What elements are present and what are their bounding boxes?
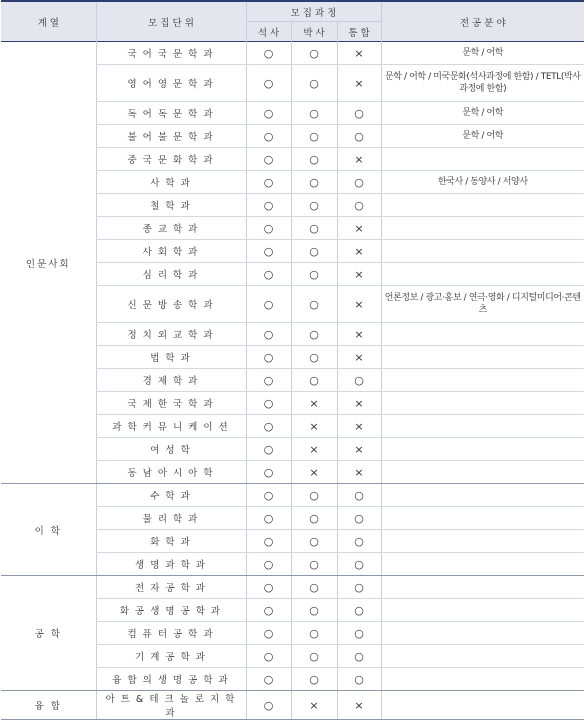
unit-cell: 과학커뮤니케이션 xyxy=(96,415,246,438)
integrated-mark: ○ xyxy=(337,553,381,576)
field-cell xyxy=(381,668,584,691)
field-cell xyxy=(381,392,584,415)
master-mark: ○ xyxy=(246,263,291,286)
master-mark: ○ xyxy=(246,645,291,668)
header-integrated: 통 합 xyxy=(337,22,381,42)
master-mark: ○ xyxy=(246,415,291,438)
integrated-mark: × xyxy=(337,461,381,484)
unit-cell: 화학과 xyxy=(96,530,246,553)
unit-cell: 전자공학과 xyxy=(96,576,246,599)
doctor-mark: ○ xyxy=(291,622,337,645)
unit-cell: 사회학과 xyxy=(96,240,246,263)
header-unit: 모 집 단 위 xyxy=(96,1,246,42)
master-mark: ○ xyxy=(246,240,291,263)
unit-cell: 생명과학과 xyxy=(96,553,246,576)
unit-cell: 영어영문학과 xyxy=(96,65,246,102)
integrated-mark: × xyxy=(337,286,381,323)
master-mark: ○ xyxy=(246,217,291,240)
field-cell xyxy=(381,323,584,346)
integrated-mark: ○ xyxy=(337,507,381,530)
category-cell: 융 합 xyxy=(1,691,96,720)
doctor-mark: ○ xyxy=(291,323,337,346)
doctor-mark: ○ xyxy=(291,507,337,530)
master-mark: ○ xyxy=(246,553,291,576)
doctor-mark: ○ xyxy=(291,102,337,125)
master-mark: ○ xyxy=(246,599,291,622)
field-cell xyxy=(381,484,584,507)
doctor-mark: ○ xyxy=(291,599,337,622)
field-cell xyxy=(381,194,584,217)
unit-cell: 기계공학과 xyxy=(96,645,246,668)
unit-cell: 독어독문학과 xyxy=(96,102,246,125)
field-cell: 한국사 / 동양사 / 서양사 xyxy=(381,171,584,194)
master-mark: ○ xyxy=(246,65,291,102)
integrated-mark: ○ xyxy=(337,576,381,599)
doctor-mark: ○ xyxy=(291,369,337,392)
master-mark: ○ xyxy=(246,392,291,415)
master-mark: ○ xyxy=(246,171,291,194)
master-mark: ○ xyxy=(246,668,291,691)
unit-cell: 종교학과 xyxy=(96,217,246,240)
field-cell xyxy=(381,461,584,484)
unit-cell: 컴퓨터공학과 xyxy=(96,622,246,645)
field-cell xyxy=(381,438,584,461)
doctor-mark: × xyxy=(291,438,337,461)
field-cell xyxy=(381,645,584,668)
doctor-mark: × xyxy=(291,461,337,484)
integrated-mark: ○ xyxy=(337,369,381,392)
category-cell: 이 학 xyxy=(1,484,96,576)
doctor-mark: × xyxy=(291,392,337,415)
integrated-mark: × xyxy=(337,346,381,369)
master-mark: ○ xyxy=(246,461,291,484)
doctor-mark: × xyxy=(291,415,337,438)
master-mark: ○ xyxy=(246,125,291,148)
doctor-mark: ○ xyxy=(291,668,337,691)
master-mark: ○ xyxy=(246,346,291,369)
integrated-mark: ○ xyxy=(337,622,381,645)
unit-cell: 화공생명공학과 xyxy=(96,599,246,622)
field-cell xyxy=(381,599,584,622)
master-mark: ○ xyxy=(246,102,291,125)
unit-cell: 융합의생명공학과 xyxy=(96,668,246,691)
integrated-mark: ○ xyxy=(337,171,381,194)
master-mark: ○ xyxy=(246,507,291,530)
doctor-mark: ○ xyxy=(291,217,337,240)
master-mark: ○ xyxy=(246,691,291,720)
category-cell: 공 학 xyxy=(1,576,96,691)
doctor-mark: ○ xyxy=(291,645,337,668)
unit-cell: 경제학과 xyxy=(96,369,246,392)
unit-cell: 여성학 xyxy=(96,438,246,461)
unit-cell: 사학과 xyxy=(96,171,246,194)
doctor-mark: ○ xyxy=(291,576,337,599)
unit-cell: 물리학과 xyxy=(96,507,246,530)
admission-table xyxy=(1,0,584,720)
integrated-mark: × xyxy=(337,691,381,720)
integrated-mark: × xyxy=(337,323,381,346)
field-cell xyxy=(381,622,584,645)
field-cell xyxy=(381,691,584,720)
unit-cell: 철학과 xyxy=(96,194,246,217)
unit-cell: 신문방송학과 xyxy=(96,286,246,323)
doctor-mark: ○ xyxy=(291,42,337,65)
integrated-mark: × xyxy=(337,42,381,65)
integrated-mark: ○ xyxy=(337,102,381,125)
unit-cell: 국어국문학과 xyxy=(96,42,246,65)
table-row xyxy=(1,42,584,65)
field-cell xyxy=(381,217,584,240)
field-cell: 언론정보 / 광고·홍보 / 연극·영화 / 디지털미디어·콘텐츠 xyxy=(381,286,584,323)
field-cell xyxy=(381,369,584,392)
field-cell xyxy=(381,576,584,599)
master-mark: ○ xyxy=(246,484,291,507)
integrated-mark: × xyxy=(337,148,381,171)
doctor-mark: ○ xyxy=(291,65,337,102)
master-mark: ○ xyxy=(246,42,291,65)
doctor-mark: × xyxy=(291,691,337,720)
table-row xyxy=(1,576,584,599)
integrated-mark: × xyxy=(337,392,381,415)
integrated-mark: × xyxy=(337,263,381,286)
header-category: 계 열 xyxy=(1,1,96,42)
unit-cell: 심리학과 xyxy=(96,263,246,286)
integrated-mark: ○ xyxy=(337,125,381,148)
field-cell xyxy=(381,415,584,438)
unit-cell: 중국문화학과 xyxy=(96,148,246,171)
doctor-mark: ○ xyxy=(291,286,337,323)
doctor-mark: ○ xyxy=(291,240,337,263)
unit-cell: 정치외교학과 xyxy=(96,323,246,346)
integrated-mark: × xyxy=(337,415,381,438)
unit-cell: 국제한국학과 xyxy=(96,392,246,415)
master-mark: ○ xyxy=(246,576,291,599)
category-cell: 인문사회 xyxy=(1,42,96,484)
header-course: 모 집 과 정 xyxy=(246,1,381,22)
doctor-mark: ○ xyxy=(291,171,337,194)
integrated-mark: × xyxy=(337,65,381,102)
field-cell xyxy=(381,530,584,553)
master-mark: ○ xyxy=(246,323,291,346)
integrated-mark: ○ xyxy=(337,194,381,217)
integrated-mark: ○ xyxy=(337,645,381,668)
table-row xyxy=(1,484,584,507)
field-cell xyxy=(381,553,584,576)
field-cell xyxy=(381,263,584,286)
field-cell xyxy=(381,346,584,369)
integrated-mark: ○ xyxy=(337,599,381,622)
doctor-mark: ○ xyxy=(291,194,337,217)
master-mark: ○ xyxy=(246,369,291,392)
doctor-mark: ○ xyxy=(291,530,337,553)
field-cell: 문학 / 어학 xyxy=(381,102,584,125)
doctor-mark: ○ xyxy=(291,125,337,148)
unit-cell: 법학과 xyxy=(96,346,246,369)
doctor-mark: ○ xyxy=(291,553,337,576)
field-cell: 문학 / 어학 xyxy=(381,125,584,148)
master-mark: ○ xyxy=(246,194,291,217)
integrated-mark: ○ xyxy=(337,668,381,691)
master-mark: ○ xyxy=(246,530,291,553)
master-mark: ○ xyxy=(246,622,291,645)
unit-cell: 수학과 xyxy=(96,484,246,507)
master-mark: ○ xyxy=(246,148,291,171)
field-cell: 문학 / 어학 xyxy=(381,42,584,65)
doctor-mark: ○ xyxy=(291,263,337,286)
integrated-mark: × xyxy=(337,438,381,461)
integrated-mark: × xyxy=(337,217,381,240)
doctor-mark: ○ xyxy=(291,346,337,369)
header-master: 석 사 xyxy=(246,22,291,42)
field-cell xyxy=(381,240,584,263)
header-field: 전 공 분 야 xyxy=(381,1,584,42)
integrated-mark: ○ xyxy=(337,530,381,553)
unit-cell: 아트&테크놀로지학과 xyxy=(96,691,246,720)
unit-cell: 동남아시아학 xyxy=(96,461,246,484)
table-body xyxy=(1,42,584,720)
doctor-mark: ○ xyxy=(291,484,337,507)
unit-cell: 불어불문학과 xyxy=(96,125,246,148)
field-cell xyxy=(381,507,584,530)
master-mark: ○ xyxy=(246,286,291,323)
integrated-mark: ○ xyxy=(337,484,381,507)
table-row xyxy=(1,691,584,720)
doctor-mark: ○ xyxy=(291,148,337,171)
field-cell: 문학 / 어학 / 미국문화(석사과정에 한함) / TETL(박사과정에 한함) xyxy=(381,65,584,102)
integrated-mark: × xyxy=(337,240,381,263)
master-mark: ○ xyxy=(246,438,291,461)
field-cell xyxy=(381,148,584,171)
header-doctor: 박 사 xyxy=(291,22,337,42)
